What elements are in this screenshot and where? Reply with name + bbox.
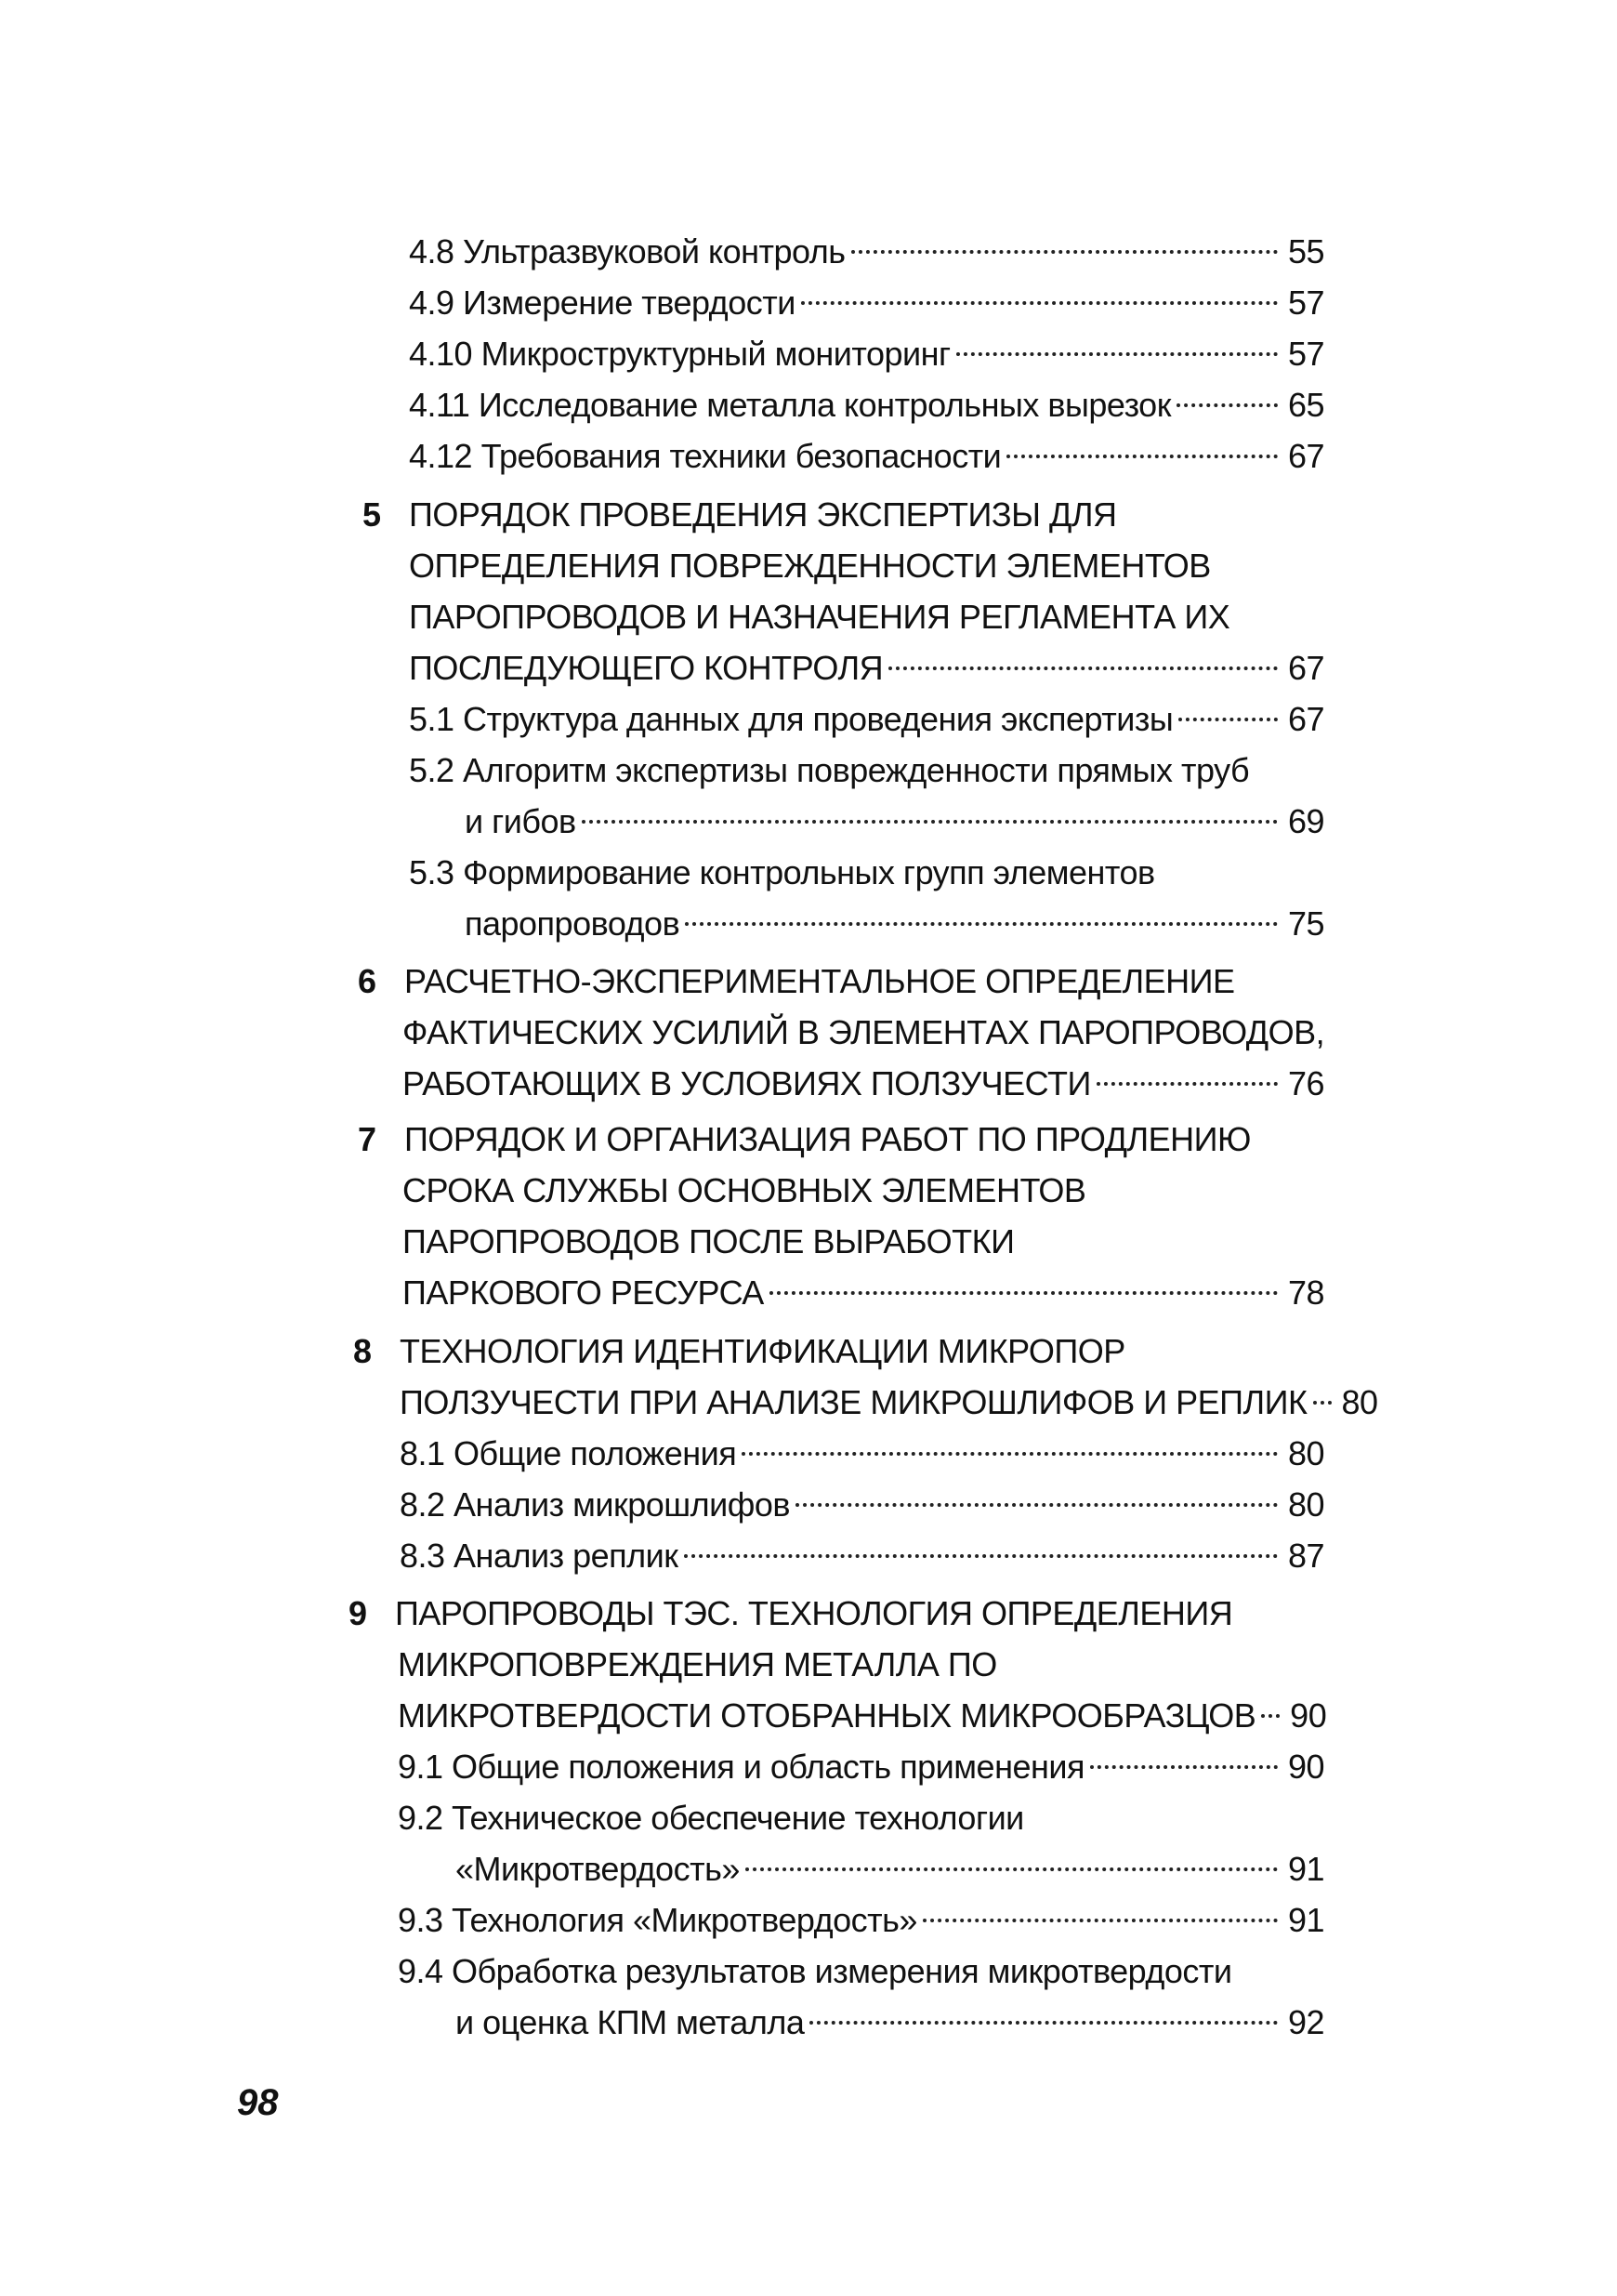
toc-entry-title: ПАРОПРОВОДЫ ТЭС. ТЕХНОЛОГИЯ ОПРЕДЕЛЕНИЯ <box>395 1594 1233 1632</box>
toc-entry <box>398 1896 1324 1945</box>
toc-entry <box>400 1532 1324 1580</box>
chapter-number: 6 <box>358 962 376 1000</box>
toc-page-number: 90 <box>1290 1696 1327 1735</box>
toc-entry <box>400 1430 1324 1478</box>
dot-leader <box>801 301 1278 305</box>
toc-entry-title: 4.11 Исследование металла контрольных вырезок <box>409 386 1171 424</box>
toc-page-number: 90 <box>1287 1748 1324 1786</box>
toc-entry-title: ПАРКОВОГО РЕСУРСА <box>402 1273 764 1312</box>
toc-entry-title: 8.3 Анализ реплик <box>400 1537 678 1575</box>
toc-entry-title: ТЕХНОЛОГИЯ ИДЕНТИФИКАЦИИ МИКРОПОР <box>400 1332 1125 1370</box>
toc-chapter-line <box>348 1590 1232 1638</box>
dot-leader <box>1261 1714 1280 1718</box>
dot-leader <box>795 1503 1278 1507</box>
toc-entry-title: СРОКА СЛУЖБЫ ОСНОВНЫХ ЭЛЕМЕНТОВ <box>402 1171 1086 1209</box>
toc-page-number: 75 <box>1287 904 1324 943</box>
toc-entry <box>465 900 1324 948</box>
dot-leader <box>1178 718 1278 721</box>
dot-leader <box>769 1291 1278 1295</box>
dot-leader <box>1006 455 1278 458</box>
toc-chapter-line <box>353 1327 1125 1376</box>
dot-leader <box>956 352 1278 356</box>
toc-entry-title: ПОРЯДОК И ОРГАНИЗАЦИЯ РАБОТ ПО ПРОДЛЕНИЮ <box>404 1120 1251 1158</box>
toc-page-number: 87 <box>1287 1537 1324 1575</box>
toc-entry <box>455 1845 1324 1894</box>
toc-entry-title: ПОРЯДОК ПРОВЕДЕНИЯ ЭКСПЕРТИЗЫ ДЛЯ <box>409 495 1117 534</box>
toc-chapter-line <box>358 957 1235 1006</box>
toc-entry <box>409 542 1211 590</box>
toc-entry-title: 8.2 Анализ микрошлифов <box>400 1485 790 1524</box>
toc-page-number: 80 <box>1287 1434 1324 1472</box>
toc-entry <box>409 432 1324 481</box>
toc-page-number: 67 <box>1287 700 1324 738</box>
toc-entry <box>402 1269 1324 1317</box>
toc-entry-title: 9.1 Общие положения и область применения <box>398 1748 1085 1786</box>
toc-entry <box>398 1743 1324 1791</box>
toc-page-number: 92 <box>1287 2003 1324 2041</box>
toc-entry-title: 5.1 Структура данных для проведения экспертизы <box>409 700 1174 738</box>
toc-entry-title: 5.3 Формирование контрольных групп элементов <box>409 853 1155 891</box>
dot-leader <box>742 1452 1278 1456</box>
toc-entry <box>409 279 1324 327</box>
toc-entry <box>400 1481 1324 1529</box>
dot-leader <box>923 1919 1278 1922</box>
toc-entry <box>409 746 1249 795</box>
chapter-number: 8 <box>353 1332 372 1370</box>
dot-leader <box>745 1867 1278 1871</box>
toc-entry <box>400 1379 1378 1427</box>
toc-page-number: 91 <box>1287 1901 1324 1939</box>
toc-page-number: 57 <box>1287 335 1324 373</box>
toc-entry <box>455 1999 1324 2047</box>
toc-entry <box>398 1794 1024 1842</box>
toc-page-number: 65 <box>1287 386 1324 424</box>
toc-page-number: 80 <box>1341 1383 1378 1421</box>
toc-entry-title: и оценка КПМ металла <box>455 2003 805 2041</box>
toc-entry <box>402 1218 1015 1266</box>
toc-entry <box>398 1641 997 1689</box>
toc-entry <box>398 1947 1232 1996</box>
toc-entry-title: 4.12 Требования техники безопасности <box>409 437 1002 475</box>
toc-entry-title: ФАКТИЧЕСКИХ УСИЛИЙ В ЭЛЕМЕНТАХ ПАРОПРОВОДОВ, <box>402 1013 1325 1051</box>
toc-entry <box>409 644 1324 693</box>
toc-page-number: 76 <box>1287 1064 1324 1102</box>
toc-entry <box>465 798 1324 846</box>
toc-entry-title: 9.4 Обработка результатов измерения микротвердости <box>398 1952 1232 1990</box>
toc-chapter-line <box>362 491 1117 539</box>
toc-page-number: 57 <box>1287 284 1324 322</box>
toc-entry-title: РАСЧЕТНО-ЭКСПЕРИМЕНТАЛЬНОЕ ОПРЕДЕЛЕНИЕ <box>404 962 1235 1000</box>
chapter-number: 5 <box>362 495 381 534</box>
toc-entry-title: ОПРЕДЕЛЕНИЯ ПОВРЕЖДЕННОСТИ ЭЛЕМЕНТОВ <box>409 547 1211 585</box>
toc-entry-title: МИКРОТВЕРДОСТИ ОТОБРАННЫХ МИКРООБРАЗЦОВ <box>398 1696 1256 1735</box>
dot-leader <box>888 666 1278 670</box>
toc-entry-title: 4.8 Ультразвуковой контроль <box>409 232 846 271</box>
page-number: 98 <box>237 2082 279 2123</box>
dot-leader <box>1090 1765 1278 1769</box>
toc-page-number: 80 <box>1287 1485 1324 1524</box>
toc-entry <box>402 1060 1324 1108</box>
toc-entry-title: РАБОТАЮЩИХ В УСЛОВИЯХ ПОЛЗУЧЕСТИ <box>402 1064 1091 1102</box>
toc-entry-title: 4.9 Измерение твердости <box>409 284 795 322</box>
toc-entry-title: ПАРОПРОВОДОВ ПОСЛЕ ВЫРАБОТКИ <box>402 1222 1015 1260</box>
toc-entry-title: МИКРОПОВРЕЖДЕНИЯ МЕТАЛЛА ПО <box>398 1645 997 1683</box>
toc-page-number: 67 <box>1287 649 1324 687</box>
toc-entry <box>398 1692 1327 1740</box>
toc-entry-title: 9.2 Техническое обеспечение технологии <box>398 1799 1024 1837</box>
dot-leader <box>1177 403 1278 407</box>
toc-entry <box>409 228 1324 276</box>
toc-entry <box>409 695 1324 744</box>
toc-entry-title: 8.1 Общие положения <box>400 1434 737 1472</box>
toc-page-number: 91 <box>1287 1850 1324 1888</box>
toc-entry <box>409 381 1324 429</box>
toc-entry-title: и гибов <box>465 802 576 840</box>
toc-entry-title: 4.10 Микроструктурный мониторинг <box>409 335 951 373</box>
dot-leader <box>684 1554 1279 1558</box>
toc-entry <box>409 593 1229 641</box>
toc-page-number: 67 <box>1287 437 1324 475</box>
toc-entry-title: «Микротвердость» <box>455 1850 740 1888</box>
dot-leader <box>1313 1401 1332 1405</box>
toc-entry-title: 9.3 Технология «Микротвердость» <box>398 1901 917 1939</box>
toc-entry <box>409 849 1155 897</box>
chapter-number: 9 <box>348 1594 367 1632</box>
toc-entry <box>402 1167 1085 1215</box>
toc-page-number: 55 <box>1287 232 1324 271</box>
dot-leader <box>809 2021 1278 2025</box>
toc-page-number: 69 <box>1287 802 1324 840</box>
toc-entry-title: паропроводов <box>465 904 680 943</box>
dot-leader <box>851 250 1278 254</box>
toc-entry <box>402 1009 1324 1057</box>
toc-entry-title: ПОЛЗУЧЕСТИ ПРИ АНАЛИЗЕ МИКРОШЛИФОВ И РЕПЛИК <box>400 1383 1308 1421</box>
toc-entry-title: 5.2 Алгоритм экспертизы поврежденности прямых труб <box>409 751 1250 789</box>
toc-chapter-line <box>358 1115 1251 1164</box>
chapter-number: 7 <box>358 1120 376 1158</box>
toc-entry-title: ПАРОПРОВОДОВ И НАЗНАЧЕНИЯ РЕГЛАМЕНТА ИХ <box>409 598 1230 636</box>
toc-entry <box>409 330 1324 378</box>
dot-leader <box>582 820 1278 824</box>
toc-page-number: 78 <box>1287 1273 1324 1312</box>
dot-leader <box>685 922 1278 926</box>
dot-leader <box>1097 1082 1278 1086</box>
toc-entry-title: ПОСЛЕДУЮЩЕГО КОНТРОЛЯ <box>409 649 884 687</box>
